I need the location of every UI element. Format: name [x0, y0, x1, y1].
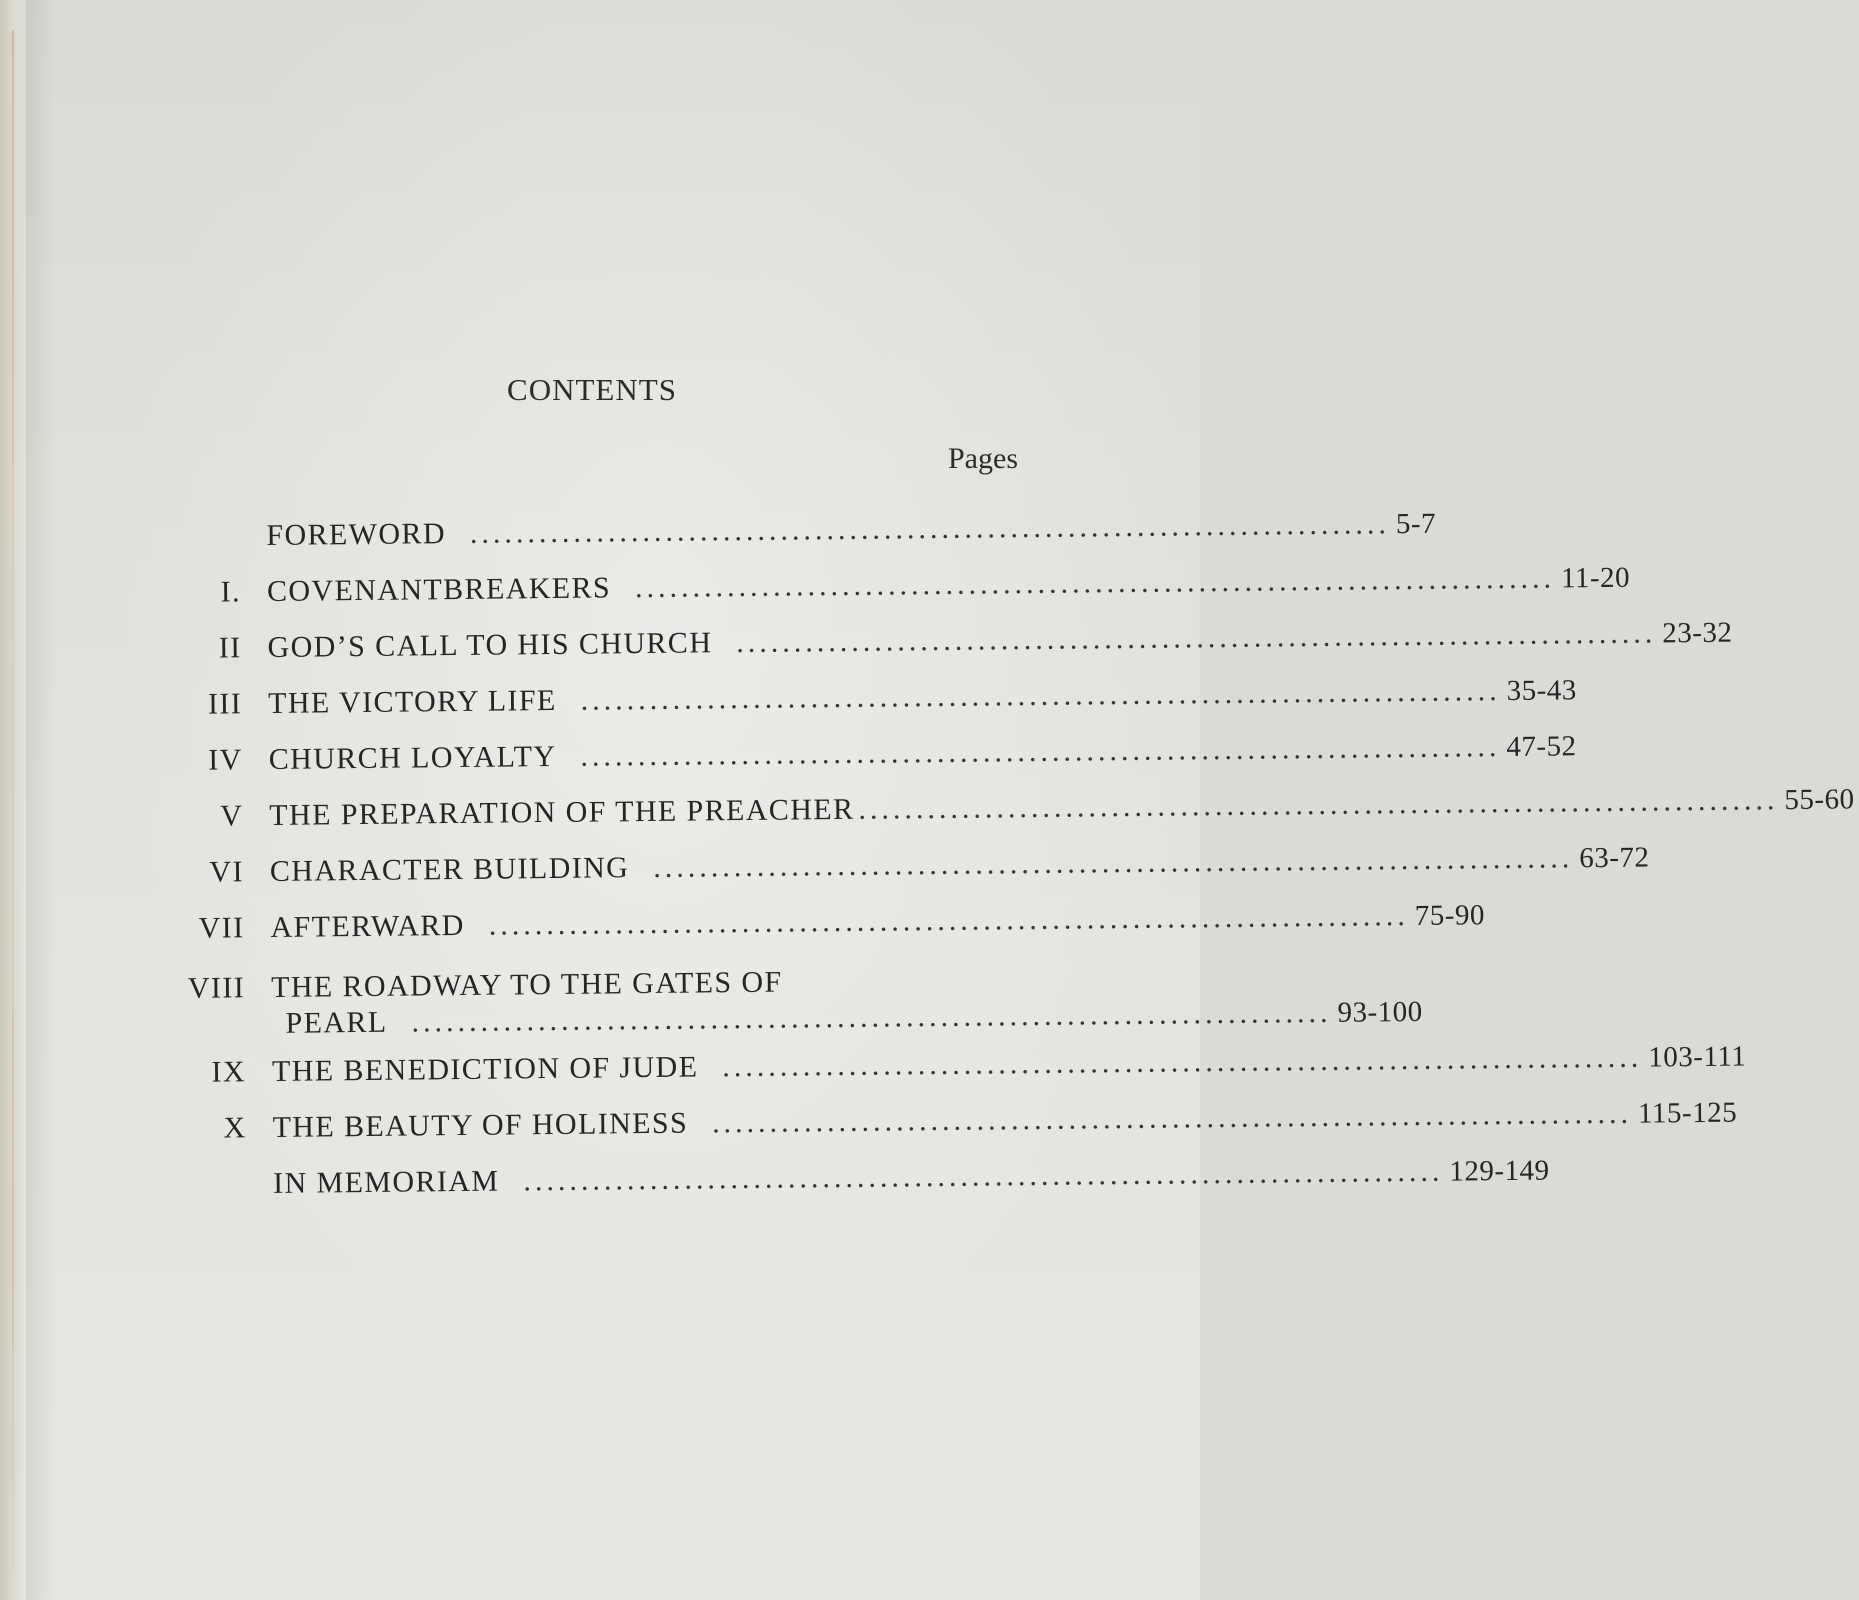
chapter-title: THE PREPARATION OF THE PREACHER — [269, 792, 855, 832]
chapter-title: AFTERWARD — [270, 908, 465, 944]
toc-entry-foreword — [168, 489, 1437, 554]
chapter-title: IN MEMORIAM — [273, 1164, 500, 1200]
chapter-numeral: V — [220, 799, 244, 833]
page-range: 11-20 — [1560, 561, 1631, 595]
chapter-title: THE ROADWAY TO THE GATES OF — [270, 965, 783, 1004]
toc-entry-vii — [172, 881, 1486, 946]
toc-entry-iii — [170, 657, 1577, 722]
page-range: 115-125 — [1637, 1096, 1738, 1130]
chapter-title: THE BENEDICTION OF JUDE — [271, 1050, 699, 1088]
chapter-title: THE VICTORY LIFE — [267, 683, 557, 720]
chapter-title: COVENANTBREAKERS — [266, 571, 612, 608]
dot-leader: ................................................................................ — [580, 674, 1501, 717]
chapter-numeral: VIII — [187, 971, 246, 1005]
chapter-title: CHARACTER BUILDING — [269, 851, 630, 888]
page-range: 75-90 — [1414, 899, 1486, 932]
chapter-numeral: X — [223, 1111, 247, 1145]
toc-entry-in-memoriam — [175, 1137, 1550, 1202]
page-range: 129-149 — [1449, 1154, 1550, 1188]
page-range: 5-7 — [1395, 507, 1437, 541]
chapter-title: FOREWORD — [266, 517, 447, 552]
dot-leader: ................................................................................ — [634, 561, 1556, 605]
toc-entry-ii — [169, 601, 1733, 666]
page-edge-stain — [12, 30, 14, 1570]
page-range: 35-43 — [1506, 674, 1577, 707]
dot-leader: ................................................................................ — [722, 1040, 1643, 1084]
page-range: 103-111 — [1648, 1040, 1747, 1074]
toc-entry-i — [169, 545, 1631, 610]
dot-leader: ................................................................................ — [469, 507, 1391, 550]
chapter-title: GOD’S CALL TO HIS CHURCH — [267, 626, 713, 664]
pages-column-label: Pages — [948, 442, 1018, 475]
dot-leader: ................................................................................ — [711, 1096, 1633, 1140]
toc-entry-x — [174, 1081, 1738, 1146]
chapter-numeral: IV — [208, 743, 243, 777]
chapter-numeral: VI — [209, 855, 245, 889]
toc-entry-viii — [173, 937, 1423, 1040]
dot-leader: ................................................................................ — [858, 783, 1779, 826]
chapter-numeral: I. — [220, 575, 242, 609]
chapter-numeral: IX — [211, 1055, 247, 1089]
toc-entry-vi — [172, 825, 1650, 890]
chapter-numeral — [175, 1201, 273, 1202]
dot-leader: ................................................................................ — [653, 841, 1574, 884]
page-gutter-shadow — [26, 0, 56, 1600]
chapter-numeral: III — [207, 687, 243, 721]
dot-leader: ................................................................................ — [411, 995, 1332, 1039]
page-range: 23-32 — [1662, 616, 1733, 650]
dot-leader: ................................................................................ — [488, 899, 1409, 942]
page-range: 47-52 — [1506, 730, 1577, 763]
toc-entry-v — [171, 769, 1855, 834]
chapter-numeral: VII — [198, 911, 245, 945]
page-range: 55-60 — [1784, 783, 1855, 817]
dot-leader: ................................................................................ — [580, 730, 1501, 773]
dot-leader: ................................................................................ — [523, 1154, 1444, 1198]
page-range: 63-72 — [1579, 841, 1650, 875]
chapter-title: THE BEAUTY OF HOLINESS — [272, 1106, 689, 1144]
chapter-numeral: II — [218, 631, 242, 665]
page-range: 93-100 — [1337, 995, 1423, 1029]
chapter-title-continued: PEARL — [285, 1005, 388, 1040]
contents-heading — [0, 372, 1200, 408]
chapter-title: CHURCH LOYALTY — [268, 739, 557, 776]
toc-entry-iv — [170, 713, 1577, 778]
contents-heading-text: CONTENTS — [507, 372, 677, 407]
dot-leader: ................................................................................ — [736, 616, 1657, 660]
table-of-contents — [168, 489, 1855, 1202]
